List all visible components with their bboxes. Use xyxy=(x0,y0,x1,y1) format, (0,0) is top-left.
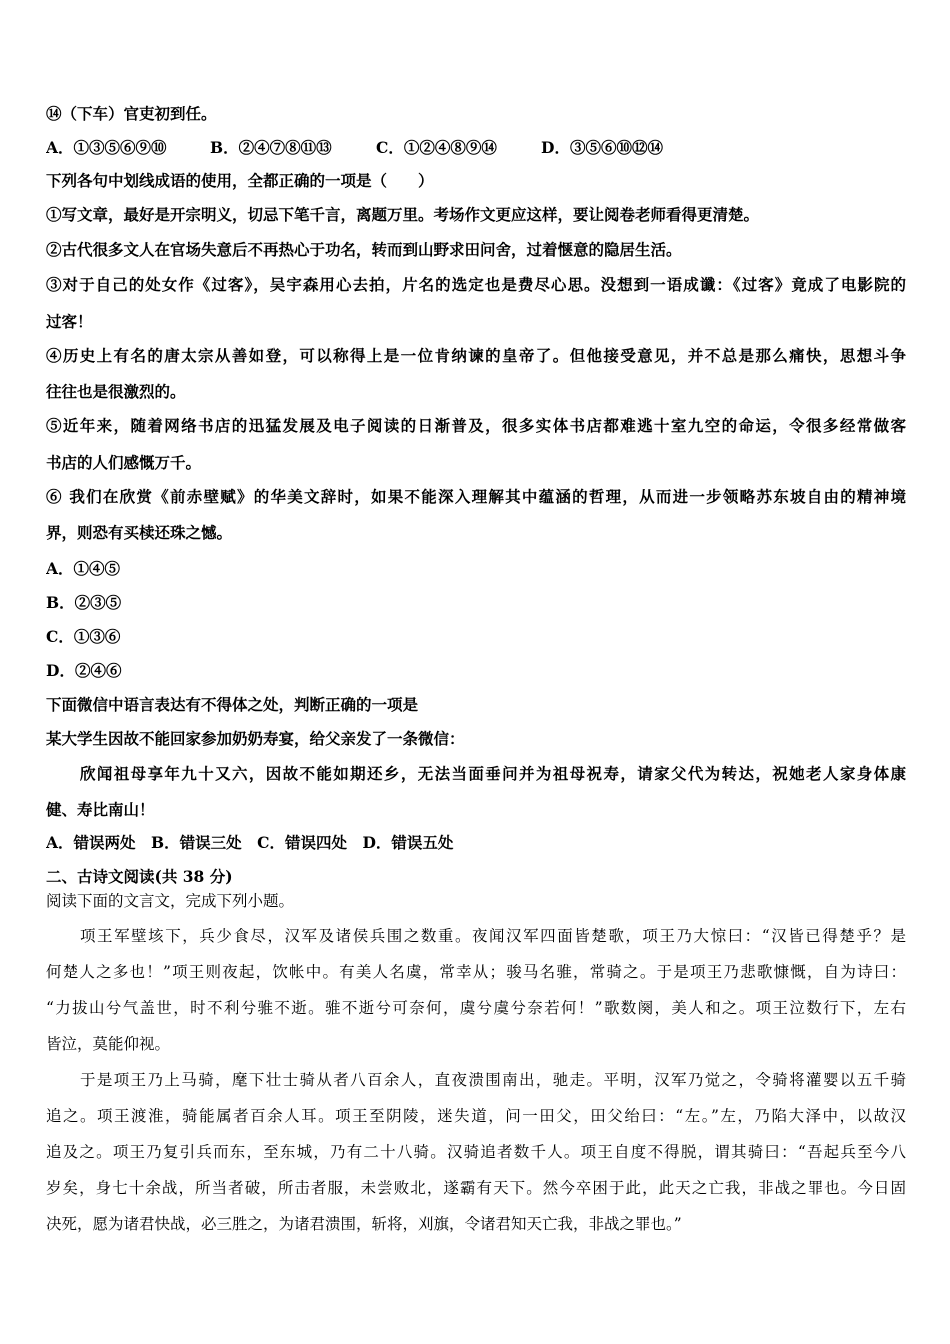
passage-p2-line-2: 追之。项王渡淮，骑能属者百余人耳。项王至阴陵，迷失道，问一田父，田父绐曰：“左。”左，乃陷大泽中，以故汉 xyxy=(46,1107,906,1125)
wechat-options: A．错误两处 B．错误三处 C．错误四处 D．错误五处 xyxy=(46,833,454,852)
idiom-option-c: C．①③⑥ xyxy=(46,627,121,646)
idiom-option-d: D．②④⑥ xyxy=(46,661,122,680)
option-b: B．②④⑦⑧⑪⑬ xyxy=(210,138,332,157)
idiom-sentence-5-line-1: ⑤近年来，随着网络书店的迅猛发展及电子阅读的日渐普及，很多实体书店都难逃十室九空的命运，令很多经常做客 xyxy=(46,416,906,435)
idiom-option-a: A．①④⑤ xyxy=(46,559,121,578)
wechat-context: 某大学生因故不能回家参加奶奶寿宴，给父亲发了一条微信： xyxy=(46,729,465,748)
option-d: D．③⑤⑥⑩⑫⑭ xyxy=(541,138,663,157)
prev-question-options xyxy=(46,137,906,159)
wechat-question-stem: 下面微信中语言表达有不得体之处，判断正确的一项是 xyxy=(46,695,419,714)
section-heading: 二、古诗文阅读(共 38 分) xyxy=(46,867,233,886)
passage-p1-line-4: 皆泣，莫能仰视。 xyxy=(46,1035,171,1053)
idiom-sentence-2: ②古代很多文人在官场失意后不再热心于功名，转而到山野求田问舍，过着惬意的隐居生活。 xyxy=(46,240,682,259)
passage-p1-line-2: 何楚人之多也！”项王则夜起，饮帐中。有美人名虞，常幸从；骏马名骓，常骑之。于是项王乃悲歌慷慨，自为诗曰： xyxy=(46,963,906,981)
idiom-sentence-6-line-1: ⑥ 我们在欣赏《前赤壁赋》的华美文辞时，如果不能深入理解其中蕴涵的哲理，从而进一步领略苏东坡自由的精神境 xyxy=(46,487,906,506)
passage-p2-line-3: 追及之。项王乃复引兵而东，至东城，乃有二十八骑。汉骑追者数千人。项王自度不得脱，谓其骑曰：“吾起兵至今八 xyxy=(46,1143,906,1161)
section-instruction: 阅读下面的文言文，完成下列小题。 xyxy=(46,892,295,910)
passage-p1-line-3: “力拔山兮气盖世，时不利兮骓不逝。骓不逝兮可奈何，虞兮虞兮奈若何！”歌数阕，美人和之。项王泣数行下，左右 xyxy=(46,999,906,1017)
idiom-question-stem: 下列各句中划线成语的使用，全都正确的一项是（ ） xyxy=(46,171,434,190)
option-c: C．①②④⑧⑨⑭ xyxy=(376,138,497,157)
idiom-sentence-4-line-2: 往往也是很激烈的。 xyxy=(46,382,186,401)
idiom-sentence-3-line-1: ③对于自己的处女作《过客》，吴宇森用心去拍，片名的选定也是费尽心思。没想到一语成谶：《过客》竟成了电影院的 xyxy=(46,275,906,294)
passage-p2-line-1: 于是项王乃上马骑，麾下壮士骑从者八百余人，直夜溃围南出，驰走。平明，汉军乃觉之，令骑将灌婴以五千骑 xyxy=(80,1071,906,1089)
wechat-message-line-1: 欣闻祖母享年九十又六，因故不能如期还乡，无法当面垂问并为祖母祝寿，请家父代为转达，祝她老人家身体康 xyxy=(80,764,906,783)
idiom-sentence-1: ①写文章，最好是开宗明义，切忌下笔千言，离题万里。考场作文更应这样，要让阅卷老师看得更清楚。 xyxy=(46,205,760,224)
wechat-message-line-2: 健、寿比南山！ xyxy=(46,800,155,819)
passage-p2-line-5: 决死，愿为诸君快战，必三胜之，为诸君溃围，斩将，刈旗，令诸君知天亡我，非战之罪也。” xyxy=(46,1215,682,1233)
idiom-sentence-5-line-2: 书店的人们感慨万千。 xyxy=(46,453,202,472)
idiom-sentence-4-line-1: ④历史上有名的唐太宗从善如登，可以称得上是一位肯纳谏的皇帝了。但他接受意见，并不总是那么痛快，思想斗争 xyxy=(46,346,906,365)
idiom-sentence-3-line-2: 过客！ xyxy=(46,312,93,331)
passage-p1-line-1: 项王军壁垓下，兵少食尽，汉军及诸侯兵围之数重。夜闻汉军四面皆楚歌，项王乃大惊曰：“汉皆已得楚乎？是 xyxy=(80,927,906,945)
option-a: A．①③⑤⑥⑨⑩ xyxy=(46,138,167,157)
prev-question-item-14: ⑭（下车）官吏初到任。 xyxy=(46,104,217,123)
idiom-option-b: B．②③⑤ xyxy=(46,593,122,612)
passage-p2-line-4: 岁矣，身七十余战，所当者破，所击者服，未尝败北，遂霸有天下。然今卒困于此，此天之亡我，非战之罪也。今日固 xyxy=(46,1179,906,1197)
idiom-sentence-6-line-2: 界，则恐有买椟还珠之憾。 xyxy=(46,523,233,542)
